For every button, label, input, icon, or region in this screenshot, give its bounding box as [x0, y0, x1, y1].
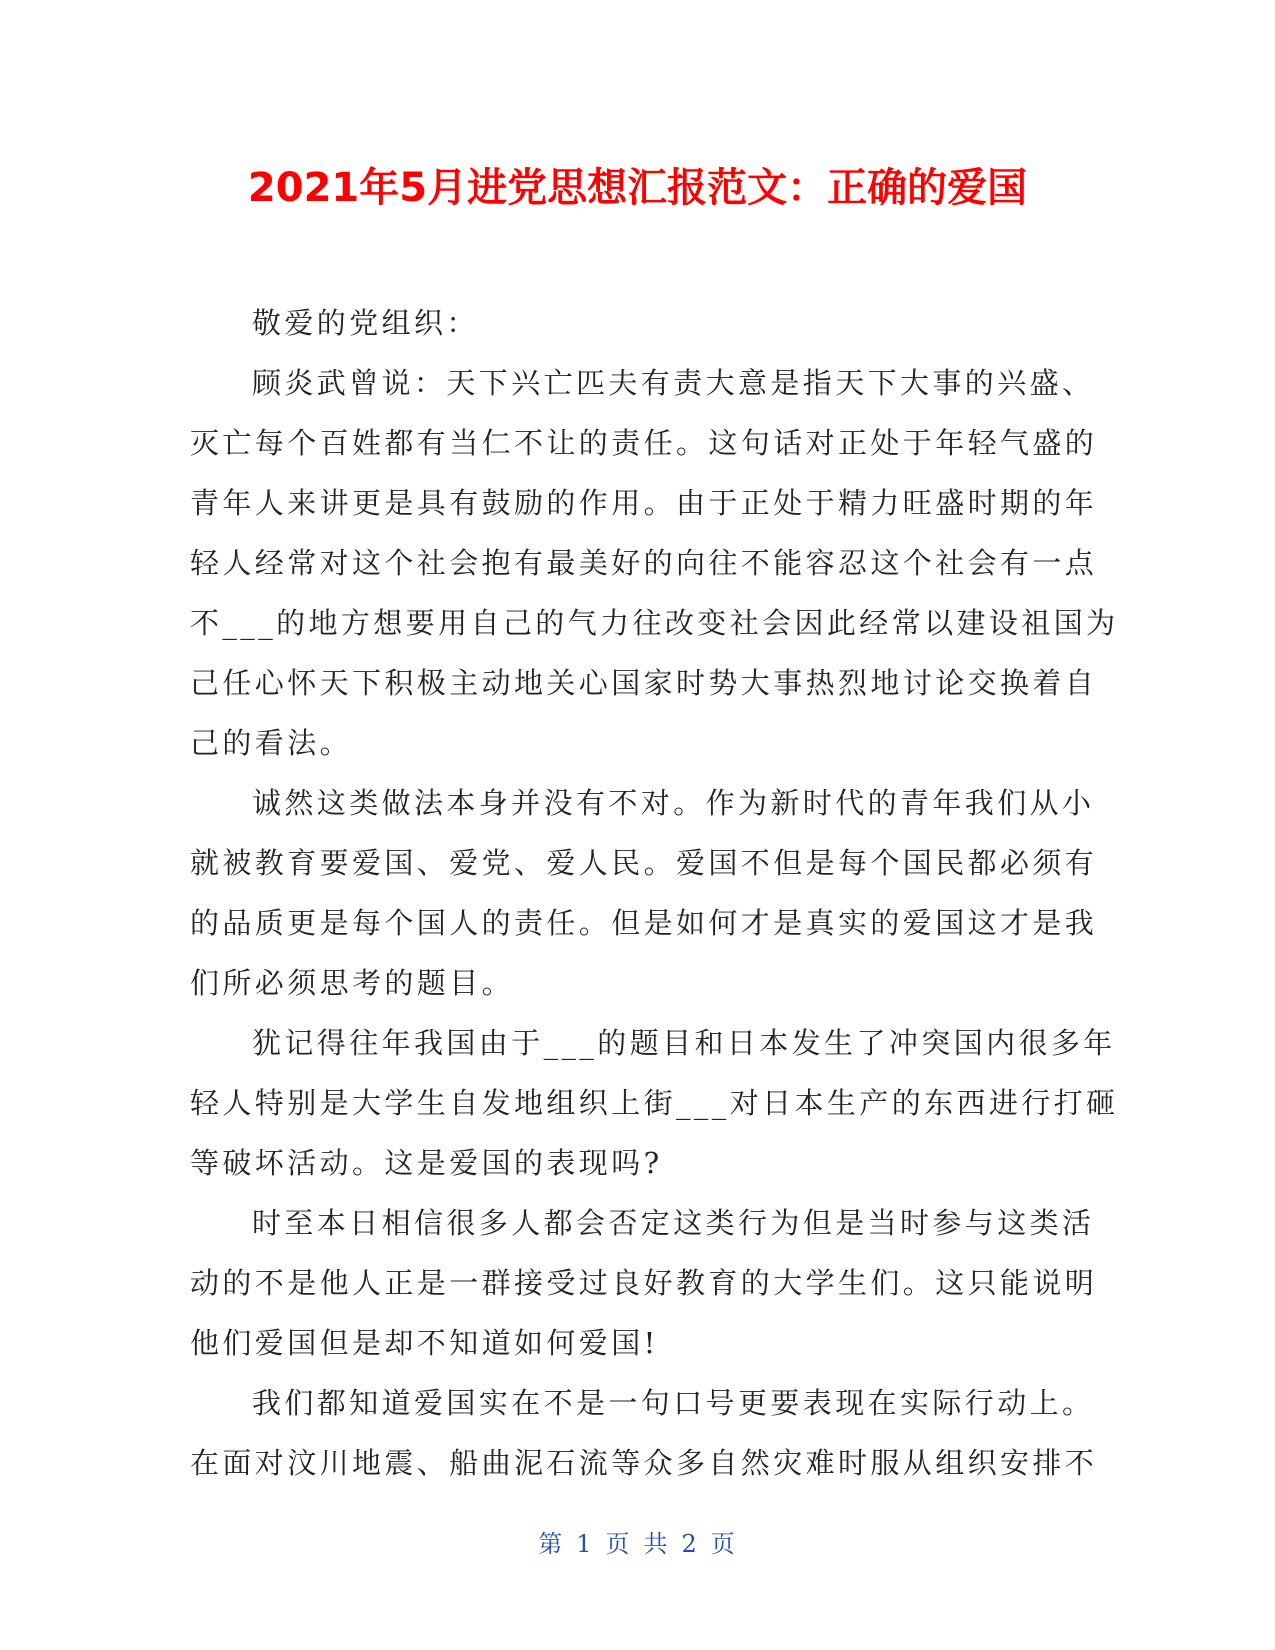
text-line: 灭亡每个百姓都有当仁不让的责任。这句话对正处于年轻气盛的: [190, 426, 1098, 460]
text-line: 轻人特别是大学生自发地组织上街___对日本生产的东西进行打砸: [190, 1086, 1119, 1120]
text-line: 轻人经常对这个社会抱有最美好的向往不能容忍这个社会有一点: [190, 546, 1098, 580]
text-line: 不___的地方想要用自己的气力往改变社会因此经常以建设祖国为: [190, 606, 1119, 640]
page-number-footer: [0, 1528, 1275, 1560]
text-line: 己任心怀天下积极主动地关心国家时势大事热烈地讨论交换着自: [190, 666, 1098, 700]
text-line: 我们都知道爱国实在不是一句口号更要表现在实际行动上。: [252, 1386, 1095, 1420]
text-line: 犹记得往年我国由于___的题目和日本发生了冲突国内很多年: [252, 1026, 1116, 1060]
document-title: 2021年5月进党思想汇报范文：正确的爱国: [247, 165, 1028, 211]
text-line: 己的看法。: [190, 726, 353, 760]
footer-total-unit: 页: [710, 1530, 737, 1558]
paragraph-2: [190, 773, 1098, 1013]
text-line: 就被教育要爱国、爱党、爱人民。爱国不但是每个国民都必须有: [190, 846, 1098, 880]
paragraph-4: [190, 1193, 1098, 1373]
text-line: 等破坏活动。这是爱国的表现吗?: [190, 1146, 663, 1180]
text-line: 动的不是他人正是一群接受过良好教育的大学生们。这只能说明: [190, 1266, 1098, 1300]
text-line: 时至本日相信很多人都会否定这类行为但是当时参与这类活: [252, 1206, 1095, 1240]
text-line: 青年人来讲更是具有鼓励的作用。由于正处于精力旺盛时期的年: [190, 486, 1098, 520]
text-line: 们所必须思考的题目。: [190, 966, 515, 1000]
paragraph-5: [190, 1373, 1098, 1493]
footer-total-label: 共: [643, 1530, 670, 1558]
footer-page-unit: 页: [605, 1530, 632, 1558]
footer-current-page: 1: [576, 1530, 594, 1558]
greeting-paragraph: [190, 293, 1072, 353]
text-line: 诚然这类做法本身并没有不对。作为新时代的青年我们从小: [252, 786, 1095, 820]
document-body: [190, 293, 1119, 1493]
greeting-line: 敬爱的党组织：: [252, 306, 479, 340]
paragraph-1: [190, 353, 1119, 773]
text-line: 他们爱国但是却不知道如何爱国!: [190, 1326, 659, 1360]
text-line: 顾炎武曾说：天下兴亡匹夫有责大意是指天下大事的兴盛、: [252, 366, 1095, 400]
paragraph-3: [190, 1013, 1119, 1193]
footer-total-pages: 2: [681, 1530, 699, 1558]
text-line: 在面对汶川地震、船曲泥石流等众多自然灾难时服从组织安排不: [190, 1446, 1098, 1480]
footer-page-label: 第: [538, 1530, 565, 1558]
text-line: 的品质更是每个国人的责任。但是如何才是真实的爱国这才是我: [190, 906, 1098, 940]
